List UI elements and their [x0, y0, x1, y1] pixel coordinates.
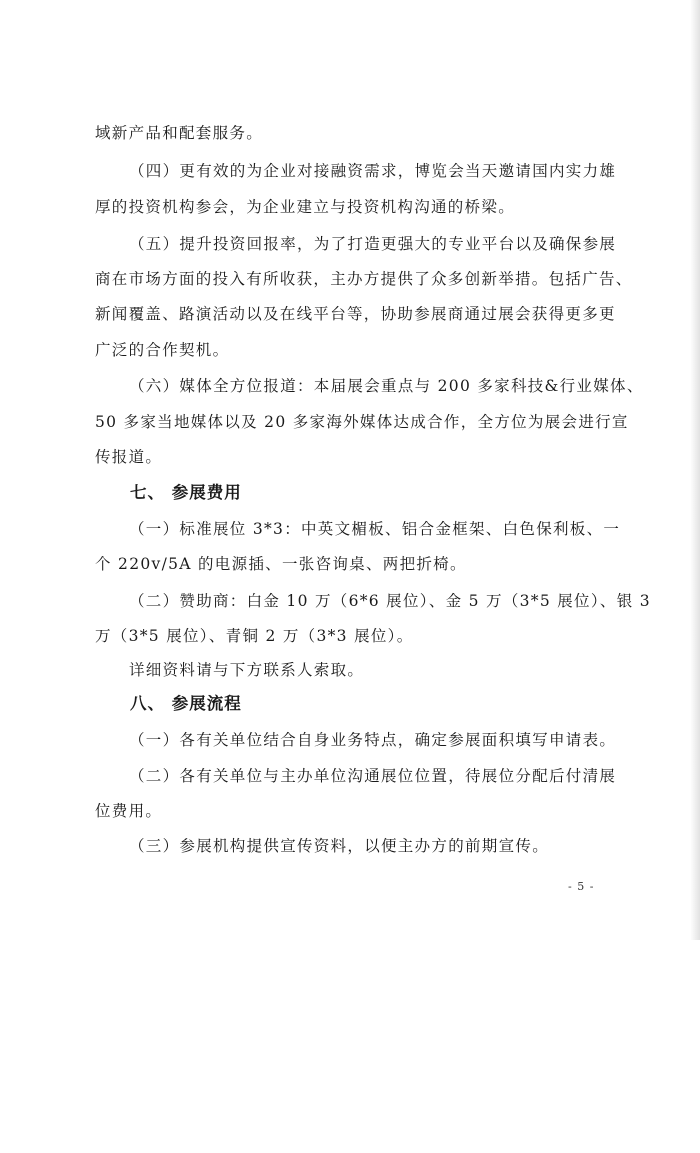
section-heading-process: 八、 参展流程 [130, 694, 242, 713]
paragraph-line: 域新产品和配套服务。 [95, 124, 264, 142]
paragraph-line: （三）参展机构提供宣传资料，以便主办方的前期宣传。 [129, 837, 550, 855]
paragraph-line: 个 220v/5A 的电源插、一张咨询桌、两把折椅。 [95, 555, 467, 573]
paragraph-line: （二）各有关单位与主办单位沟通展位位置，待展位分配后付清展 [129, 767, 617, 785]
section-heading-fees: 七、 参展费用 [130, 483, 242, 502]
paragraph-line: （六）媒体全方位报道：本届展会重点与 200 多家科技&行业媒体、 [129, 377, 644, 395]
paragraph-line: 传报道。 [95, 448, 163, 466]
paragraph-line: 新闻覆盖、路演活动以及在线平台等，协助参展商通过展会获得更多更 [95, 305, 616, 323]
paragraph-line: 位费用。 [95, 802, 163, 820]
paragraph-line: 厚的投资机构参会，为企业建立与投资机构沟通的桥梁。 [95, 198, 516, 216]
scan-edge-shadow [690, 0, 700, 940]
paragraph-line: （一）各有关单位结合自身业务特点，确定参展面积填写申请表。 [129, 731, 617, 749]
paragraph-line: 广泛的合作契机。 [95, 341, 230, 359]
paragraph-line: 万（3*5 展位）、青铜 2 万（3*3 展位）。 [95, 627, 414, 645]
paragraph-line: （一）标准展位 3*3：中英文楣板、铝合金框架、白色保利板、一 [129, 520, 621, 538]
paragraph-line: （四）更有效的为企业对接融资需求，博览会当天邀请国内实力雄 [129, 162, 617, 180]
paragraph-line: （五）提升投资回报率，为了打造更强大的专业平台以及确保参展 [129, 235, 617, 253]
paragraph-line: （二）赞助商：白金 10 万（6*6 展位）、金 5 万（3*5 展位）、银 3 [129, 592, 651, 610]
page-number: - 5 - [568, 880, 595, 893]
paragraph-line: 50 多家当地媒体以及 20 多家海外媒体达成合作，全方位为展会进行宣 [95, 413, 629, 431]
paragraph-line: 详细资料请与下方联系人索取。 [129, 661, 365, 679]
paragraph-line: 商在市场方面的投入有所收获，主办方提供了众多创新举措。包括广告、 [95, 270, 633, 288]
